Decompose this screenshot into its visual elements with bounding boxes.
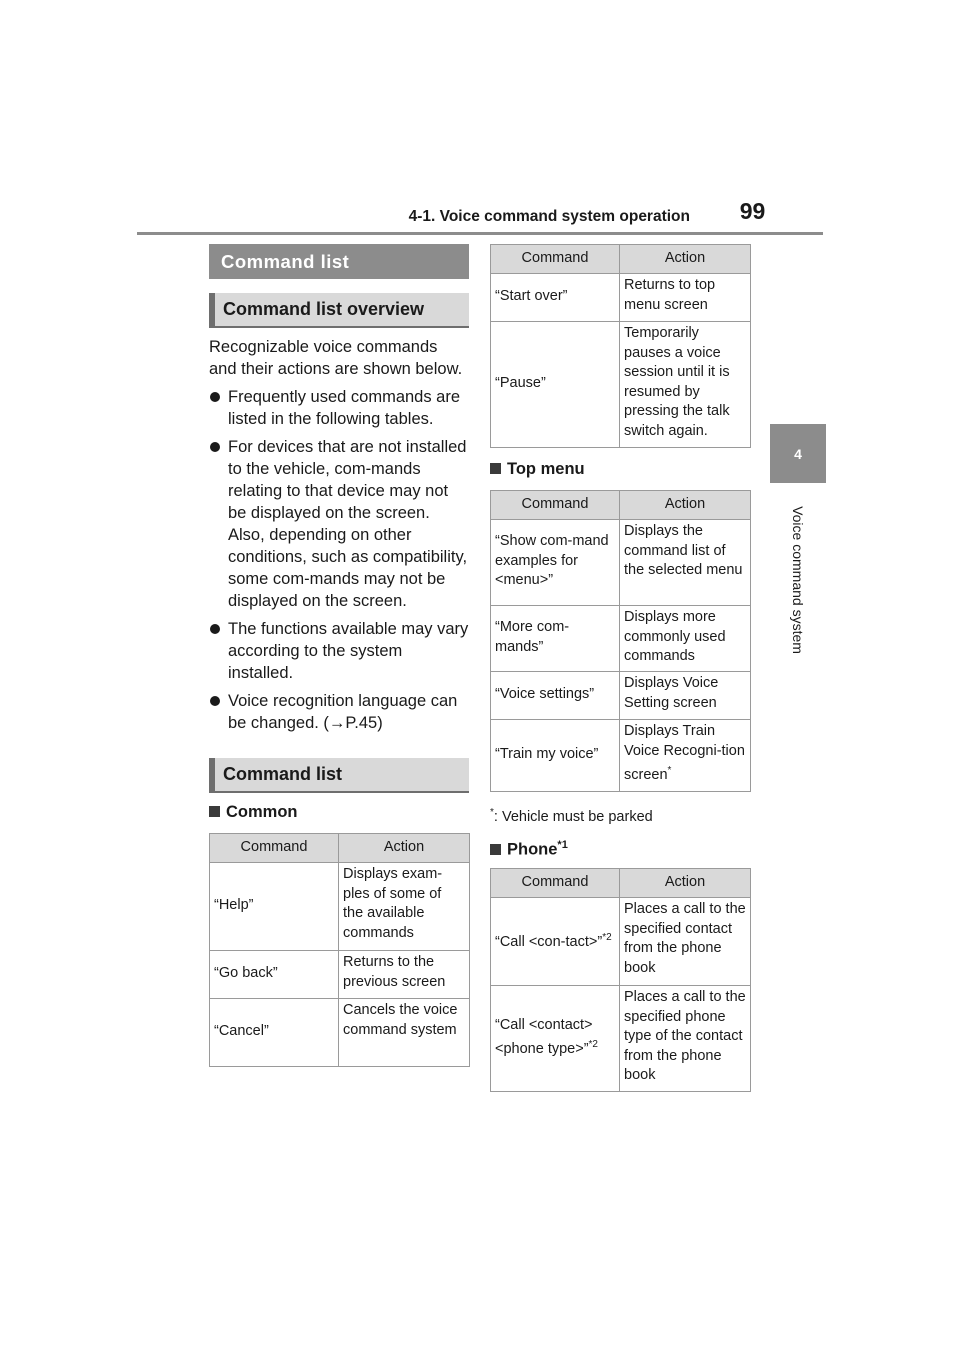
action-cell: Displays Voice Setting screen: [620, 672, 751, 720]
square-bullet-icon: [490, 844, 501, 855]
bullet-list: [209, 386, 469, 734]
table-row: [491, 274, 751, 322]
command-cell: “Help”: [210, 863, 339, 951]
action-cell: Cancels the voice command system: [339, 999, 470, 1067]
header-rule: [137, 232, 823, 235]
table-row: [210, 951, 470, 999]
command-cell: “Start over”: [491, 274, 620, 322]
action-cell: Places a call to the specified contact from the phone book: [620, 898, 751, 986]
column-header-command: Command: [491, 491, 620, 520]
command-list-heading: Command list: [209, 244, 469, 279]
table-row: [491, 720, 751, 792]
bullet-item: For devices that are not installed to the vehicle, com-mands relating to that device may not be displayed on the screen. Also, depending on other conditions, such as compatibility, some com-mands may not be displayed on the screen.: [209, 436, 469, 612]
column-header-command: Command: [491, 869, 620, 898]
command-cell: “Cancel”: [210, 999, 339, 1067]
action-cell: Returns to the previous screen: [339, 951, 470, 999]
footnote-mark: *: [667, 765, 672, 776]
common-table: [209, 833, 470, 1067]
bullet-item: Voice recognition language can be changed. (→P.45): [209, 690, 469, 734]
footnote: *: Vehicle must be parked: [490, 807, 653, 825]
table-row: [491, 898, 751, 986]
action-cell: Returns to top menu screen: [620, 274, 751, 322]
square-bullet-icon: [209, 806, 220, 817]
chapter-side-label-text: Voice command system: [790, 506, 806, 654]
action-cell: Displays more commonly used commands: [620, 606, 751, 672]
table-row: [491, 322, 751, 448]
section-title: 4-1. Voice command system operation: [408, 208, 690, 225]
top-menu-heading: Top menu: [490, 456, 750, 482]
intro-paragraph: Recognizable voice commands and their actions are shown below.: [209, 338, 463, 378]
column-header-action: Action: [620, 245, 751, 274]
table-row: [491, 986, 751, 1092]
command-list-subheading: Command list: [209, 758, 469, 793]
action-cell: Displays the command list of the selected menu: [620, 520, 751, 606]
bullet-item: The functions available may vary according to the system installed.: [209, 618, 469, 684]
command-cell: “Go back”: [210, 951, 339, 999]
column-header-action: Action: [339, 834, 470, 863]
top-menu-table: [490, 490, 751, 792]
action-cell: Displays exam-ples of some of the available commands: [339, 863, 470, 951]
command-cell: “Train my voice”: [491, 720, 620, 792]
command-cell: “Call <con-tact>”$^{*2}$: [491, 898, 620, 986]
phone-table: [490, 868, 751, 1092]
column-header-command: Command: [491, 245, 620, 274]
common-table-continued: [490, 244, 751, 448]
table-row: [210, 999, 470, 1067]
command-list-overview-heading: Command list overview: [209, 293, 469, 328]
column-header-action: Action: [620, 491, 751, 520]
command-cell: “More com-mands”: [491, 606, 620, 672]
chapter-tab: 4: [770, 424, 826, 483]
square-bullet-icon: [490, 463, 501, 474]
table-row: [491, 672, 751, 720]
command-cell: “Call <contact> <phone type>”$^{*2}$: [491, 986, 620, 1092]
phone-heading: Phone$^{*1}$: [490, 832, 750, 858]
command-cell: “Pause”: [491, 322, 620, 448]
action-cell: Displays Train Voice Recogni-tion screen*: [620, 720, 751, 792]
table-row: [210, 863, 470, 951]
page-number: 99: [739, 198, 766, 224]
command-cell: “Show com-mand examples for <menu>”: [491, 520, 620, 606]
bullet-item: Frequently used commands are listed in the following tables.: [209, 386, 469, 430]
common-heading: Common: [209, 799, 469, 825]
table-row: [491, 520, 751, 606]
table-row: [491, 606, 751, 672]
command-cell: “Voice settings”: [491, 672, 620, 720]
left-column: [209, 244, 469, 1067]
action-cell: Places a call to the specified phone type of the contact from the phone book: [620, 986, 751, 1092]
action-cell: Temporarily pauses a voice session until it is resumed by pressing the talk switch again.: [620, 322, 751, 448]
column-header-command: Command: [210, 834, 339, 863]
right-column: [490, 244, 750, 1092]
column-header-action: Action: [620, 869, 751, 898]
